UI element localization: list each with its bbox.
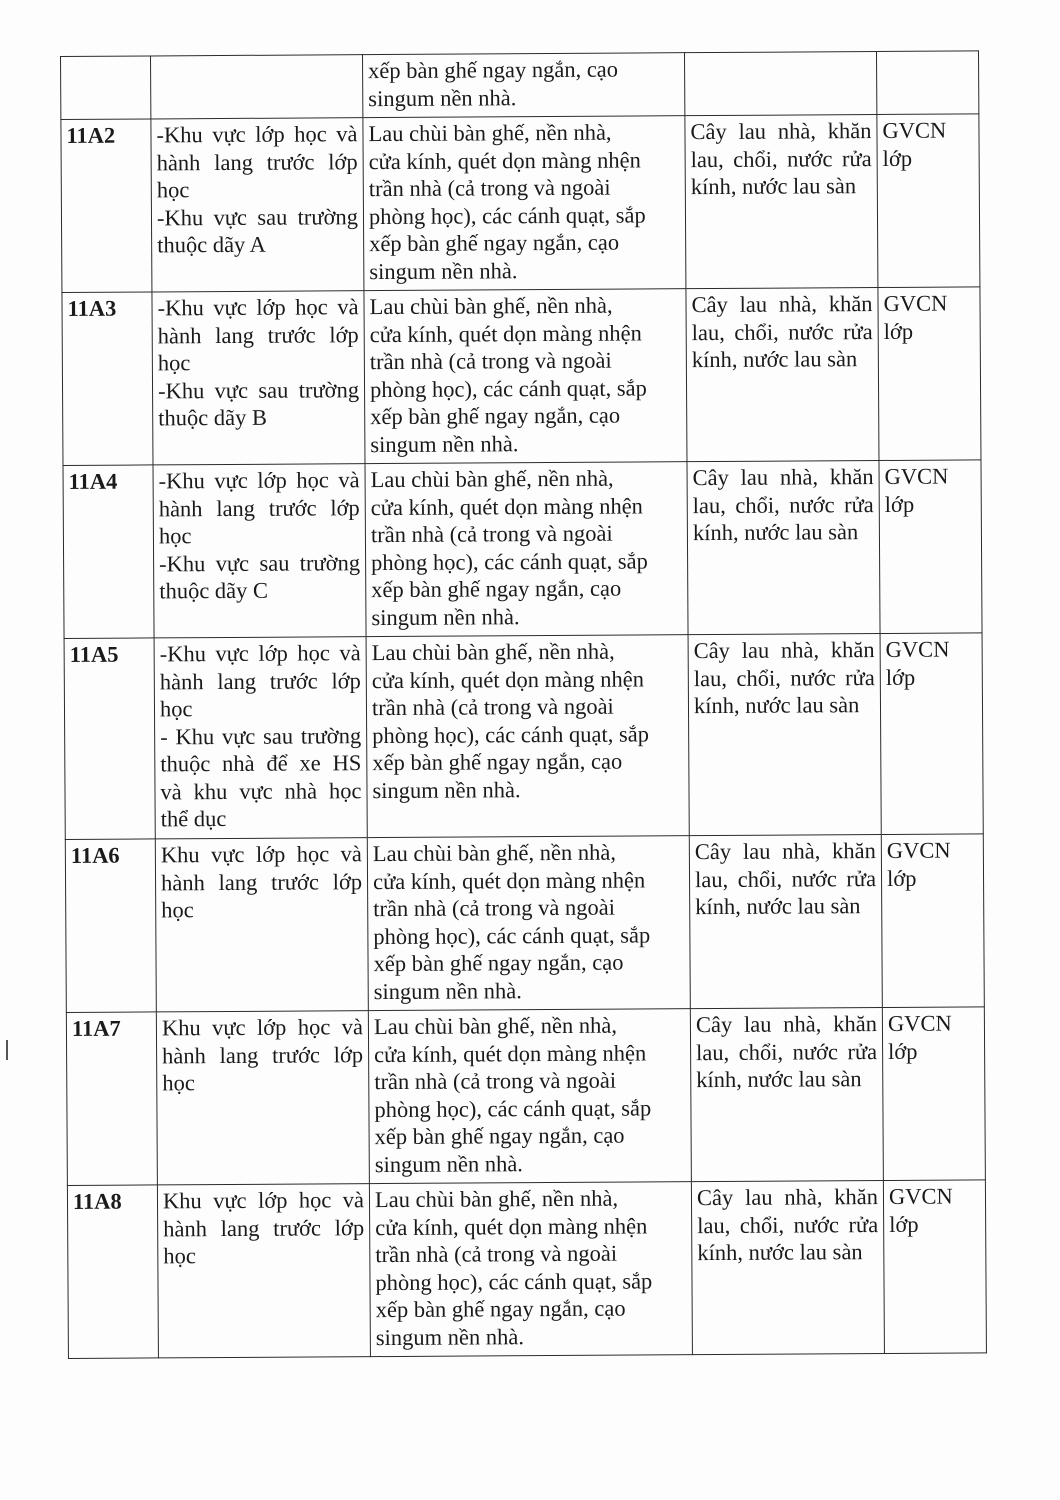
responsible-cell bbox=[876, 51, 978, 115]
class-cell: 11A5 bbox=[64, 638, 155, 840]
table-row bbox=[67, 1180, 986, 1359]
tools-cell: Cây lau nhà, khăn lau, chổi, nước rửa kính, nước lau sàn bbox=[689, 834, 882, 1008]
area-cell: -Khu vực lớp học và hành lang trước lớp học -Khu vực sau trường thuộc dãy C bbox=[153, 464, 366, 638]
responsible-cell: GVCN lớp bbox=[881, 834, 984, 1008]
table-row bbox=[64, 633, 983, 840]
table-row-continuation bbox=[61, 51, 979, 120]
class-cell: 11A2 bbox=[61, 119, 152, 293]
task-cell: Lau chùi bàn ghế, nền nhà, cửa kính, quét dọn màng nhện trần nhà (cả trong và ngoài phòng học), các cánh quạt, sắp xếp bàn ghế ngay ngắn, cạo singum nền nhà. bbox=[366, 635, 689, 838]
table-row bbox=[66, 1007, 985, 1186]
area-cell: -Khu vực lớp học và hành lang trước lớp học - Khu vực sau trường thuộc nhà để xe HS và khu vực nhà học thể dục bbox=[154, 637, 367, 839]
task-cell: xếp bàn ghế ngay ngắn, cạo singum nền nhà. bbox=[362, 53, 684, 118]
responsible-cell: GVCN lớp bbox=[879, 460, 982, 634]
table-row bbox=[63, 460, 982, 639]
area-cell: Khu vực lớp học và hành lang trước lớp học bbox=[155, 838, 368, 1012]
task-cell: Lau chùi bàn ghế, nền nhà, cửa kính, quét dọn màng nhện trần nhà (cả trong và ngoài phòng học), các cánh quạt, sắp xếp bàn ghế ngay ngắn, cạo singum nền nhà. bbox=[367, 836, 690, 1011]
tools-cell: Cây lau nhà, khăn lau, chổi, nước rửa kính, nước lau sàn bbox=[687, 461, 880, 635]
class-cell: 11A8 bbox=[67, 1185, 158, 1359]
task-cell: Lau chùi bàn ghế, nền nhà, cửa kính, quét dọn màng nhện trần nhà (cả trong và ngoài phòng học), các cánh quạt, sắp xếp bàn ghế ngay ngắn, cạo singum nền nhà. bbox=[364, 289, 687, 464]
task-cell: Lau chùi bàn ghế, nền nhà, cửa kính, quét dọn màng nhện trần nhà (cả trong và ngoài phòng học), các cánh quạt, sắp xếp bàn ghế ngay ngắn, cạo singum nền nhà. bbox=[363, 116, 686, 291]
area-cell bbox=[151, 55, 363, 119]
class-cell: 11A7 bbox=[66, 1012, 157, 1186]
class-cell: 11A3 bbox=[62, 292, 153, 466]
class-cell bbox=[61, 56, 151, 120]
task-cell: Lau chùi bàn ghế, nền nhà, cửa kính, quét dọn màng nhện trần nhà (cả trong và ngoài phòng học), các cánh quạt, sắp xếp bàn ghế ngay ngắn, cạo singum nền nhà. bbox=[368, 1009, 691, 1184]
table-row bbox=[61, 114, 980, 293]
tools-cell: Cây lau nhà, khăn lau, chổi, nước rửa kính, nước lau sàn bbox=[685, 115, 878, 289]
responsible-cell: GVCN lớp bbox=[883, 1180, 986, 1354]
tools-cell: Cây lau nhà, khăn lau, chổi, nước rửa kính, nước lau sàn bbox=[686, 288, 879, 462]
area-cell: -Khu vực lớp học và hành lang trước lớp học -Khu vực sau trường thuộc dãy A bbox=[151, 118, 364, 292]
tools-cell: Cây lau nhà, khăn lau, chổi, nước rửa kính, nước lau sàn bbox=[690, 1007, 883, 1181]
table-row bbox=[62, 287, 981, 466]
tools-cell: Cây lau nhà, khăn lau, chổi, nước rửa kính, nước lau sàn bbox=[691, 1180, 884, 1354]
responsible-cell: GVCN lớp bbox=[877, 114, 980, 288]
responsible-cell: GVCN lớp bbox=[880, 633, 983, 835]
table-row bbox=[65, 834, 984, 1013]
area-cell: -Khu vực lớp học và hành lang trước lớp học -Khu vực sau trường thuộc dãy B bbox=[152, 291, 365, 465]
class-cell: 11A4 bbox=[63, 465, 154, 639]
responsible-cell: GVCN lớp bbox=[882, 1007, 985, 1181]
task-cell: Lau chùi bàn ghế, nền nhà, cửa kính, quét dọn màng nhện trần nhà (cả trong và ngoài phòng học), các cánh quạt, sắp xếp bàn ghế ngay ngắn, cạo singum nền nhà. bbox=[369, 1182, 692, 1357]
cleaning-assignment-table bbox=[60, 50, 987, 1359]
class-cell: 11A6 bbox=[65, 839, 156, 1013]
responsible-cell: GVCN lớp bbox=[878, 287, 981, 461]
task-cell: Lau chùi bàn ghế, nền nhà, cửa kính, quét dọn màng nhện trần nhà (cả trong và ngoài phòng học), các cánh quạt, sắp xếp bàn ghế ngay ngắn, cạo singum nền nhà. bbox=[365, 462, 688, 637]
margin-mark bbox=[6, 1040, 8, 1060]
area-cell: Khu vực lớp học và hành lang trước lớp học bbox=[157, 1184, 370, 1358]
area-cell: Khu vực lớp học và hành lang trước lớp học bbox=[156, 1011, 369, 1185]
tools-cell: Cây lau nhà, khăn lau, chổi, nước rửa kính, nước lau sàn bbox=[688, 634, 881, 836]
tools-cell bbox=[684, 52, 876, 116]
